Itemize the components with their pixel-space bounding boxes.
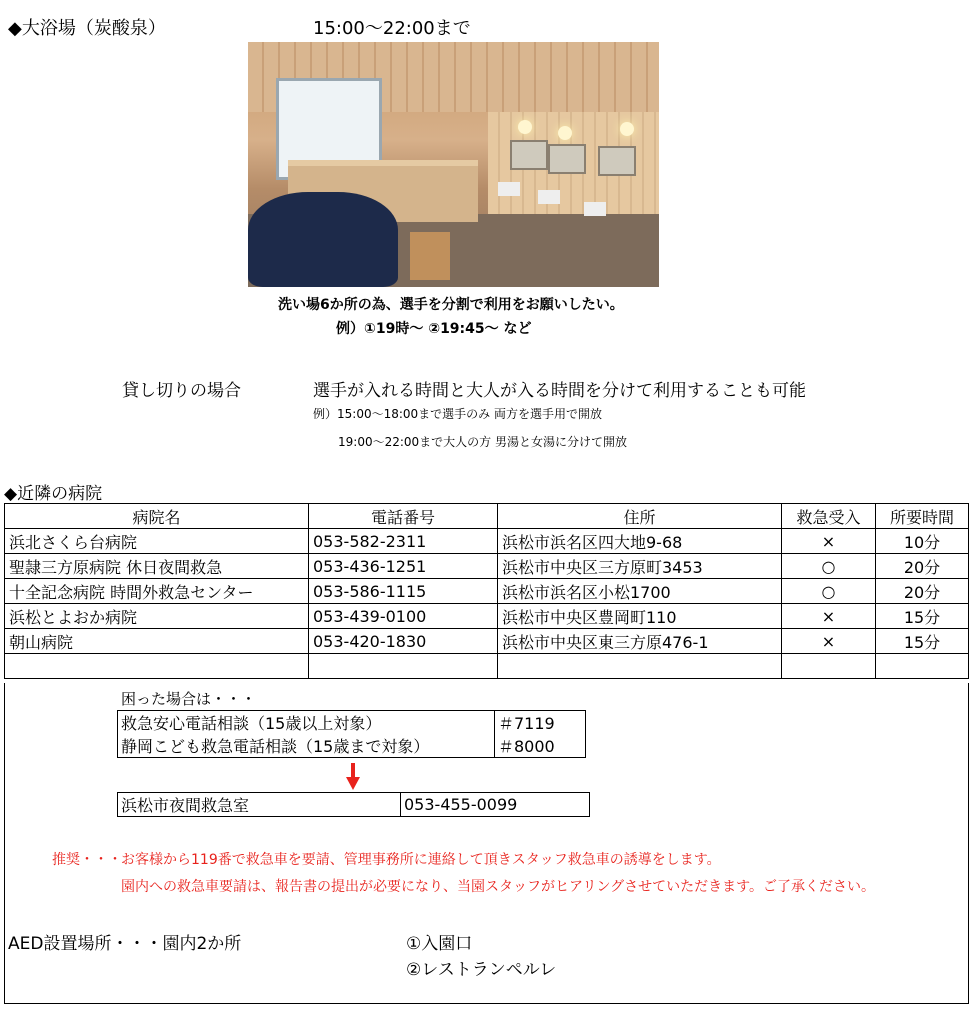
hospital-emergency: ○: [782, 579, 876, 604]
column-header: 病院名: [5, 504, 309, 529]
bath-caption-line1: 洗い場6か所の為、選手を分割で利用をお願いしたい。: [278, 297, 624, 313]
hospital-address: 浜松市中央区豊岡町110: [498, 604, 782, 629]
consult-table: [117, 710, 586, 758]
consult-number: ＃8000: [495, 734, 586, 758]
charter-text: 選手が入れる時間と大人が入る時間を分けて利用することも可能: [313, 381, 806, 401]
hospital-phone: 053-436-1251: [309, 554, 498, 579]
consult-number: ＃7119: [495, 711, 586, 735]
hospital-table: [4, 503, 969, 679]
table-header-row: [5, 504, 969, 529]
recommend-line1: お客様から119番で救急車を要請、管理事務所に連絡して頂きスタッフ救急車の誘導をします。: [121, 852, 721, 868]
table-row: [5, 529, 969, 554]
night-emergency-table: [117, 792, 590, 817]
bath-photo: [248, 42, 659, 287]
column-header: 電話番号: [309, 504, 498, 529]
table-row: [5, 629, 969, 654]
consult-row: [118, 734, 586, 758]
consult-name: 救急安心電話相談（15歳以上対象）: [118, 711, 495, 735]
night-emergency-number: 053-455-0099: [401, 793, 590, 817]
column-header: 住所: [498, 504, 782, 529]
aed-location-1: ①入園口: [406, 934, 473, 954]
hospital-address: 浜松市浜名区小松1700: [498, 579, 782, 604]
hospital-time: 15分: [876, 604, 969, 629]
hospital-emergency: ×: [782, 604, 876, 629]
charter-label: 貸し切りの場合: [122, 381, 241, 401]
hospital-time: 10分: [876, 529, 969, 554]
down-arrow-icon: [346, 763, 360, 791]
hospital-address: 浜松市中央区三方原町3453: [498, 554, 782, 579]
hospital-name: 聖隷三方原病院 休日夜間救急: [5, 554, 309, 579]
trouble-label: 困った場合は・・・: [121, 690, 257, 708]
bath-title: ◆大浴場（炭酸泉）: [8, 18, 166, 39]
consult-name: 静岡こども救急電話相談（15歳まで対象）: [118, 734, 495, 758]
hospital-phone: 053-586-1115: [309, 579, 498, 604]
hospital-time: 20分: [876, 554, 969, 579]
hospital-time: 15分: [876, 629, 969, 654]
hospital-phone: 053-439-0100: [309, 604, 498, 629]
hospital-name: 十全記念病院 時間外救急センター: [5, 579, 309, 604]
hospital-emergency: ×: [782, 529, 876, 554]
recommend-line2: 園内への救急車要請は、報告書の提出が必要になり、当園スタッフがヒアリングさせていただきます。ご了承ください。: [121, 879, 876, 895]
aed-label: AED設置場所・・・園内2か所: [8, 934, 242, 954]
hospital-name: 浜北さくら台病院: [5, 529, 309, 554]
consult-row: [118, 711, 586, 735]
bath-hours: 15:00～22:00まで: [313, 18, 471, 39]
aed-location-2: ②レストランペルレ: [406, 960, 557, 980]
charter-example-2: 19:00～22:00まで大人の方 男湯と女湯に分けて開放: [338, 435, 627, 449]
night-emergency-name: 浜松市夜間救急室: [118, 793, 401, 817]
hospital-address: 浜松市浜名区四大地9-68: [498, 529, 782, 554]
hospital-time: 20分: [876, 579, 969, 604]
hospitals-title: ◆近隣の病院: [4, 484, 103, 504]
hospital-name: 浜松とよおか病院: [5, 604, 309, 629]
charter-example-1: 例）15:00～18:00まで選手のみ 両方を選手用で開放: [313, 407, 602, 421]
hospital-emergency: ×: [782, 629, 876, 654]
hospital-address: 浜松市中央区東三方原476-1: [498, 629, 782, 654]
table-row: [5, 554, 969, 579]
column-header: 所要時間: [876, 504, 969, 529]
hospital-phone: 053-582-2311: [309, 529, 498, 554]
table-row-empty: [5, 654, 969, 679]
column-header: 救急受入: [782, 504, 876, 529]
hospital-phone: 053-420-1830: [309, 629, 498, 654]
table-row: [5, 579, 969, 604]
table-row: [5, 604, 969, 629]
night-emergency-row: [118, 793, 590, 817]
recommend-prefix: 推奨・・・: [52, 852, 122, 868]
hospital-name: 朝山病院: [5, 629, 309, 654]
bath-caption-line2: 例）①19時～ ②19:45～ など: [336, 321, 532, 337]
hospital-emergency: ○: [782, 554, 876, 579]
